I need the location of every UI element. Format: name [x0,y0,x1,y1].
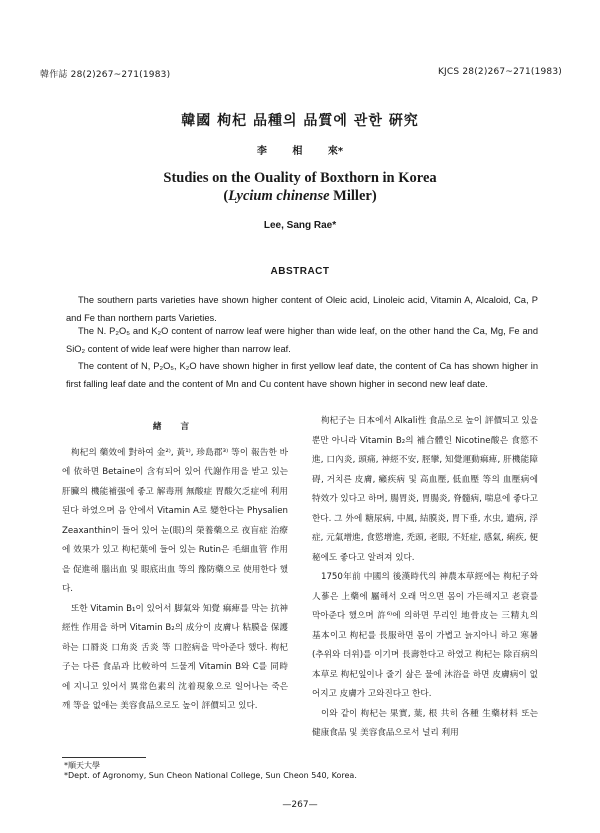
body-paragraph: 이와 같이 枸杞는 果實, 葉, 根 共히 各種 生藥材料 또는 健康食品 및 美容食品으로서 널리 利用 [312,708,538,738]
body-paragraph: 枸杞子는 日本에서 Alkali性 食品으로 높이 評價되고 있을 뿐만 아니라 Vitamin B₂의 補合體인 Nicotine酸은 食慾不進, 口內炎, 頭痛, 神經不安, 脛攣, 知覺運動痲痺, 肝機能障碍, 거치른 皮膚, 癩疾病 및 高血壓, 低血壓 等의 血壓病에 特效가 있다고 하며, 腸胃炎, 胃腸炎, 脊髓病, 喘息에 좋다고 한다. 그 外에 糖尿病, 中風, 結膜炎, 胃下垂, 水虫, 遺病, 浮症, 元氣增進, 食慾增進, 禿頭, 老眼, 不妊症, 感氣, 痢疾, 便秘에도 좋다고 알려져 있다. [312,416,538,563]
body-paragraph: 1750年前 中國의 後漢時代의 神農本草經에는 枸杞子와 人蔘은 上藥에 屬해서 오래 먹으면 몸이 가든해지고 老衰를 막아준다 했으며 許⁶⁾에 의하면 무리인 地骨皮는 三精丸의 基本이고 枸杞를 長服하면 몸이 가볍고 늙지아니 하고 寒暑(추위와 더위)를 이기며 長壽한다고 하였고 枸杞는 除百病의 本草로 枸杞잎이나 줄기 삶은 물에 沐浴을 하면 皮膚病이 없어지고 皮膚가 고와진다고 한다. [312,572,538,699]
species-name: Lycium chinense [228,188,330,204]
abstract-paragraph: The N. P₂O₅ and K₂O content of narrow leaf were higher than wide leaf, on the other hand the Ca, Mg, Fe and SiO₂ content of wide leaf were higher than narrow leaf. [66,326,538,354]
author-korean: 李 相 來* [256,146,344,157]
running-header-left: 韓作誌 28(2)267~271(1983) [40,70,171,80]
footnote-affiliation-korean: *順天大學 [64,761,100,770]
running-header-right: KJCS 28(2)267~271(1983) [437,67,562,77]
section-heading-introduction: 緖 言 [152,422,198,432]
abstract-heading: ABSTRACT [270,266,330,277]
body-paragraph: 또한 Vitamin B₁이 있어서 脚氣와 知覺 痲痺를 막는 抗神經性 作用을 하며 Vitamin B₂의 成分이 皮膚나 粘膜을 保護하는 口脣炎 口角炎 舌炎 等 口腔病을 막아준다 했다. 枸杞子는 다른 食品과 比較하여 드물게 Vitamin B와 C를 同時에 지니고 있어서 異常色素의 沈着現象으로 일어나는 죽은깨 等을 없애는 美容食品으로도 높이 評價되고 있다. [62,603,288,711]
footnote-divider [62,757,146,758]
title-korean: 韓國 枸杞 品種의 品質에 관한 硏究 [181,113,419,129]
title-english: Studies on the Ouality of Boxthorn in Korea [163,170,437,186]
subtitle-open-paren: ( [223,188,229,204]
body-paragraph: 枸杞의 藥效에 對하여 金²⁾, 黃¹⁾, 珍島郡³⁾ 等이 報告한 바에 依하면 Betaine이 含有되어 있어 代謝作用을 받고 있는 肝臟의 機能補强에 좋고 解毒刑 無酸症 胃酸欠乏症에 利用된다 하였으며 음 안에서 Vitamin A로 變한다는 Physalien Zeaxanthin이 들어 있어 눈(眼)의 榮養藥으로 夜盲症 治療에 效果가 있고 枸杞葉에 들어 있는 Rutin은 毛細血管 作用을 促進해 腦出血 및 眼底出血 等의 豫防藥으로 使用한다 했다. [62,447,288,594]
body-column-right [312,412,538,744]
body-column-left [62,418,288,717]
footnote-affiliation-english: *Dept. of Agronomy, Sun Cheon National College, Sun Cheon 540, Korea. [64,771,357,780]
abstract-paragraph: The southern parts varieties have shown higher content of Oleic acid, Linoleic acid, Vitamin A, Alcaloid, Ca, P and Fe than northern parts Varieties. [66,295,538,323]
author-english: Lee, Sang Rae* [263,220,337,231]
subtitle-english [0,188,600,205]
abstract-paragraph: The content of N, P₂O₅, K₂O have shown higher in first yellow leaf date, the content of Ca has shown higher in first falling leaf date and the content of Mn and Cu content have shown higher in second new leaf date. [66,361,538,389]
species-authority: Miller) [329,188,377,204]
page-number: —267— [282,800,318,810]
